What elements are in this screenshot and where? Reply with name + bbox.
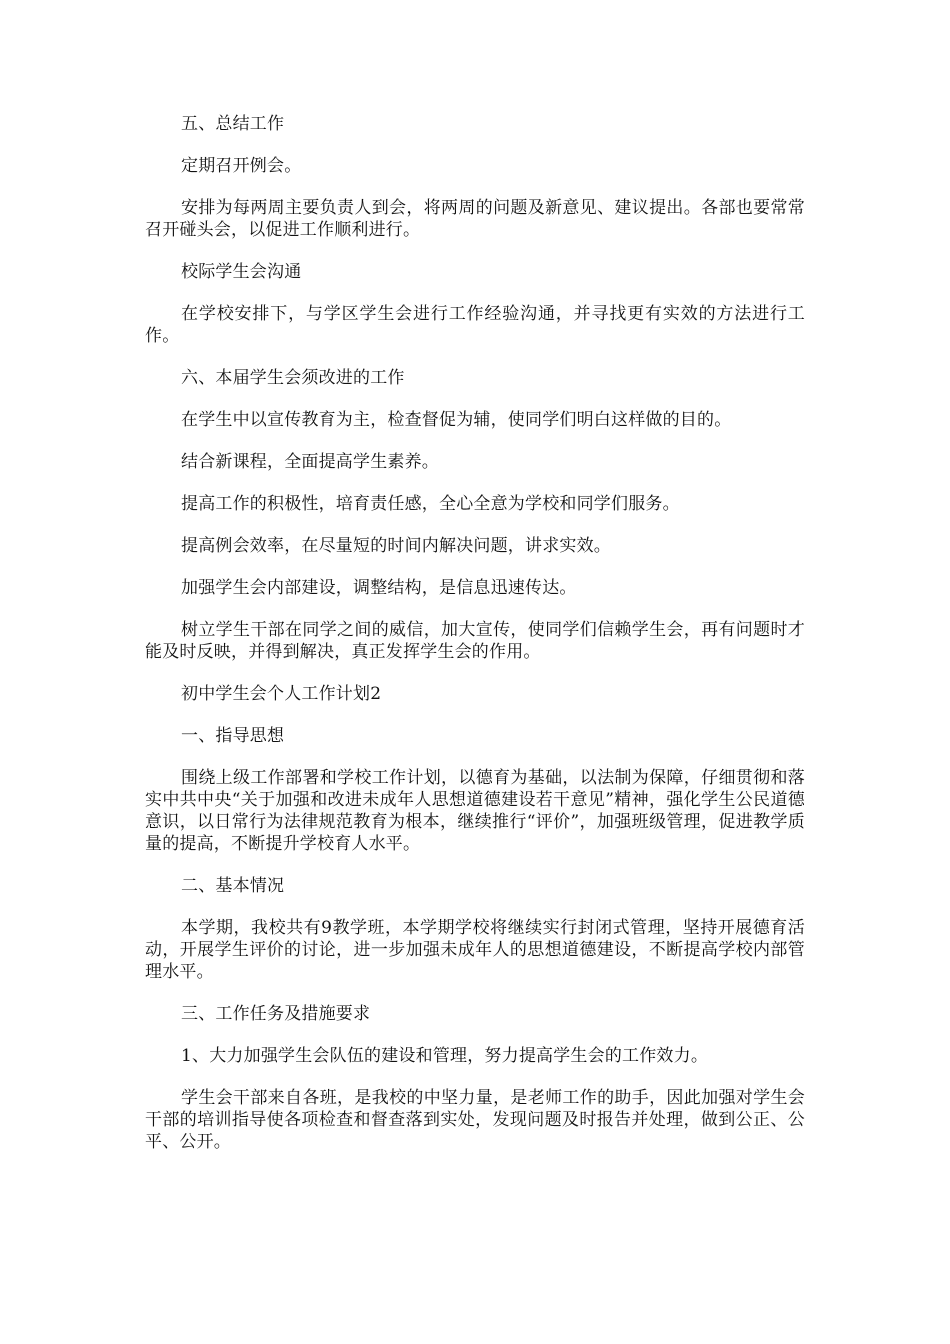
paragraph: 围绕上级工作部署和学校工作计划，以德育为基础，以法制为保障，仔细贯彻和落实中共中央“关于加强和改进未成年人思想道德建设若干意见”精神，强化学生公民道德意识，以日常行为法律规范教育为根本，继续推行“评价”，加强班级管理，促进教学质量的提高，不断提升学校育人水平。 — [145, 768, 805, 854]
paragraph: 校际学生会沟通 — [181, 262, 302, 282]
heading-improvements: 六、本届学生会须改进的工作 — [181, 368, 405, 388]
heading-basic-situation: 二、基本情况 — [181, 876, 285, 896]
document-page — [145, 113, 805, 1153]
paragraph: 学生会干部来自各班，是我校的中坚力量，是老师工作的助手，因此加强对学生会干部的培训指导使各项检查和督查落到实处，发现问题及时报告并处理，做到公正、公平、公开。 — [145, 1088, 805, 1152]
paragraph: 定期召开例会。 — [181, 156, 302, 176]
paragraph: 加强学生会内部建设，调整结构，是信息迅速传达。 — [181, 578, 577, 598]
section-title: 初中学生会个人工作计划2 — [181, 684, 382, 704]
heading-guiding-thought: 一、指导思想 — [181, 726, 285, 746]
paragraph: 结合新课程，全面提高学生素养。 — [181, 452, 439, 472]
paragraph: 提高例会效率，在尽量短的时间内解决问题，讲求实效。 — [181, 536, 611, 556]
paragraph: 在学校安排下，与学区学生会进行工作经验沟通，并寻找更有实效的方法进行工作。 — [145, 304, 805, 346]
paragraph: 树立学生干部在同学之间的威信，加大宣传，使同学们信赖学生会，再有问题时才能及时反映，并得到解决，真正发挥学生会的作用。 — [145, 620, 805, 662]
heading-tasks: 三、工作任务及措施要求 — [181, 1004, 371, 1024]
paragraph: 本学期，我校共有9教学班，本学期学校将继续实行封闭式管理，坚持开展德育活动，开展学生评价的讨论，进一步加强未成年人的思想道德建设，不断提高学校内部管理水平。 — [145, 918, 805, 982]
paragraph: 1、大力加强学生会队伍的建设和管理，努力提高学生会的工作效力。 — [181, 1046, 709, 1066]
paragraph: 安排为每两周主要负责人到会，将两周的问题及新意见、建议提出。各部也要常常召开碰头会，以促进工作顺利进行。 — [145, 198, 805, 240]
paragraph: 提高工作的积极性，培育责任感，全心全意为学校和同学们服务。 — [181, 494, 680, 514]
paragraph: 在学生中以宣传教育为主，检查督促为辅，使同学们明白这样做的目的。 — [181, 410, 732, 430]
heading-summary: 五、总结工作 — [181, 114, 285, 134]
